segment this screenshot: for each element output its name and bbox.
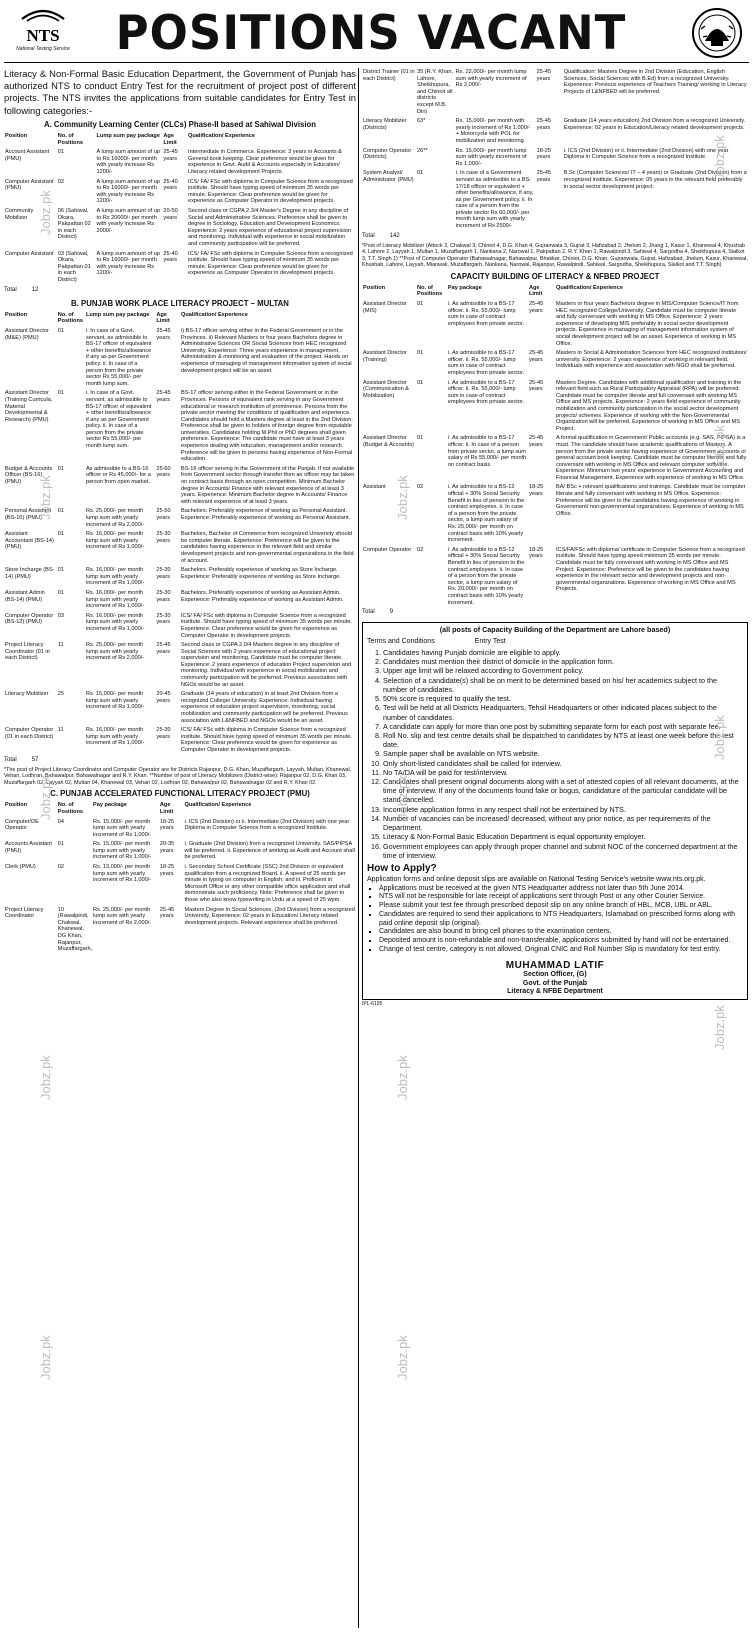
cell-qual: Graduate (14 years education) 2nd Division from a recognized University. Experience: 02 years in Education/Literacy related development projects. — [563, 118, 746, 131]
cell-pay: A lump sum amount of up to Rs 16000/- per month with yearly increase Rs 1200/- — [96, 149, 160, 176]
table-row — [4, 507, 356, 530]
section-a-table — [4, 132, 356, 285]
cell-position: Budget & Accounts Officer (BS-16) (PMU) — [5, 465, 53, 486]
table-row — [362, 379, 748, 435]
cell-pay: i. In case of a Government servant as admissible to a BS-17/18 officer or equivalent + other benefits/allowance, if any, as per Government policy. ii. In case of a person from the private sector Rs 60,000/- per month lump sum with yearly increment of Rs 2500/- — [455, 170, 534, 230]
cell-position: Project Literacy Coordinator — [5, 906, 44, 920]
cell-position: Project Literacy Coordinator (01 in each District) — [5, 642, 50, 662]
cell-no: 02 — [417, 484, 424, 491]
cell-qual: i) BS-17 officer serving either in the Federal Government or in the Provinces. ii) Relevant Masters or four years Bachelors degree in Administrative Sciences OR Social Sciences from HEC recognized University. Experience: Three years experience in management, Administration & monitoring and evaluation of the project. Hands on experience of managing of management information system of social development project will be an asset. — [180, 327, 352, 374]
cell-qual: BS-16 officer serving in the Government of the Punjab. If not available from Government sector through transfer then an officer may be taken on contract basis through an open competition. Minimum Bachelor degree in Accounts/ Finance with relevant experience of at least 3 years. Experience: Minimum Bachelor degree in Accounts/ Finance with relevant experience of at least 3 years. — [180, 465, 355, 505]
terms-list — [367, 648, 743, 860]
cell-qual: ICS/ FA/ FSc with diploma in Computer Science from a recognized institute. Should have typing speed of minimum 35 words per minute. Experience: Clear preference would be given for experience as Computer Operator in development projects. — [180, 612, 352, 639]
cell-age: 18-25 years — [528, 484, 544, 498]
logo-subtitle: National Testing Service — [16, 46, 70, 52]
watermark: Jobz.pk — [38, 775, 53, 820]
terms-box — [362, 622, 748, 1000]
cell-position: Computer/DE Operator — [5, 818, 39, 832]
list-item: 13. Incomplete application forms in any respect shall not be entertained by NTS. — [383, 805, 743, 814]
section-b-table — [4, 311, 356, 756]
table-row — [4, 178, 356, 207]
cell-qual: Bachelors. Preferably experience of working as Assistant Admin. Experience: Preferably experience of working as Assistant Admin. — [180, 589, 344, 603]
cell-pay: Rs. 16,000/- per month lump sum with yearly increment of Rs 1,000/- — [85, 727, 145, 747]
col-age: Age Limit — [159, 802, 174, 815]
cell-qual: Bachelors. Preferably experience of working as Store Incharge. Experience: Preferably experience of working as Store Incharge. — [180, 567, 341, 580]
district-posts-footnote: *Post of Literacy Mobilizer (Attock 3, Chakwal 3, Chiniot 4, D.G. Khan 4, Gujranwala 3, Gujrat 3, Hafizabad 2, Jhelum 2, Jhang 1, Kasur 1, Khanewal 4, Khushab 4, Lahore 2, Layyah 1, Multan 1, Muzaffargarh 1, Nankana 2, Narowal 1, Pakpattan 2, R.Y. Khan 1, Rawalpindi 3, Sahiwal 4, Sargodha 4, Sheikhupura 4, Sialkot 3, T.T. Singh 1) **Post of Computer Operator (Bahawalnagar, Bahawalpur, Bhakkar, Chiniot, D.G. Khan, Gujranwala, Gujrat, Hafizabad, Jhelum, Kasur, Khanewal, Khushab, Lahore, Layyah, Mianwali, Muzaffargarh, Nankana, Narowal, Rajanpur, Rawalpindi, Sahiwal, Sargodha, Sheikhupura, Sialkot and T.T. Singh) — [362, 242, 748, 269]
nts-logo-icon — [14, 5, 72, 47]
col-qual: Qualification/ Experience — [188, 133, 255, 140]
list-item: 9. Sample paper shall be available on NTS website. — [383, 749, 743, 758]
cell-position: Assistant Director (Budget & Accounts) — [363, 435, 414, 448]
nts-logo — [8, 5, 78, 59]
col-position: Position — [5, 133, 28, 140]
cell-qual: Graduate (14 years of education) in at least 2nd Division from a recognized College/ University. Experience: Individual having experience of education project supervision, monitoring, social mobilization and community participation will be preferred. Previous association with L&NFBED and NGOs would be an asset. — [180, 691, 348, 724]
col-pay: Pay package — [92, 802, 127, 809]
cell-no: 01 — [57, 508, 65, 515]
col-no: No. of Positions — [57, 311, 83, 325]
cell-pay: A lump sum amount of up to Rs 16000/- per month with yearly increase Rs 1200/- — [96, 250, 160, 277]
cell-no: 01 — [57, 531, 65, 538]
cell-no: 63* — [417, 118, 426, 125]
cell-age: 25-45 years — [536, 170, 551, 183]
cell-no: 26** — [417, 147, 428, 154]
table-row — [4, 530, 356, 566]
cell-no: 01 — [417, 379, 424, 386]
section-c-title: C. PUNJAB ACCELERATED FUNCTIONAL LITERACY PROJECT (PMU) — [50, 789, 310, 799]
col-position: Position — [5, 802, 28, 809]
cell-pay: Rs. 15,000/- per month lump sum with yearly increment of Rs 1,000/- — [92, 818, 152, 838]
col-position: Position — [5, 311, 28, 318]
cell-position: Computer Operator (01 in each District) — [5, 727, 54, 740]
cell-position: Personal Assistant (BS-16) (PMU) — [5, 508, 52, 522]
cell-qual: i. ICS (2nd Division) or ii. Intermediate (2nd Division) with one year Diploma in Computer Science from a recognized Institute. — [184, 818, 350, 832]
cell-position: System Analyst/ Administrator (PMU) — [363, 170, 414, 183]
cell-no: 01 — [57, 567, 65, 574]
cell-qual: BA/ BSc + relevant qualifications and trainings. Candidate must be computer literate and fully conversant with working in MS Office. Experience: Preference will be given to the candidates having experience of working in Government/ non-governmental organizations. Experience of working in MS Office. — [555, 484, 746, 517]
table-row — [362, 147, 748, 170]
list-item: 1. Candidates having Punjab domicile are eligible to apply. — [383, 648, 743, 657]
table-row — [362, 434, 748, 483]
table-row — [4, 327, 356, 389]
col-qual: Qualification/ Experience — [180, 311, 248, 318]
cell-qual: Bachelors, Bachelor of Commerce from recognized University should be computer literate. Experience: Preference will be given to the candidates having experience in the relevant field and similar development projects and non-governmental organizations in the field of account. — [180, 531, 354, 564]
list-item: 6. Test will be held at all Districts Headquarters, Tehsil Headquarters or other indicated places subject to the number of candidates. — [383, 703, 743, 721]
cell-no: 01 — [417, 350, 424, 357]
cell-qual: Bachelors. Preferably experience of working as Personal Assistant. Experience: Preferably experience of working as Personal Assistant. — [180, 508, 351, 522]
cell-age: 25-45 years — [528, 350, 544, 363]
cell-pay: Rs. 15,000/- per month lump sum with yearly increment of Rs 1,000/- — [92, 841, 152, 861]
list-item: ▪ Please submit your test fee through prescribed deposit slip on any online branch of HBL, MCB, UBL or ABL. — [379, 902, 743, 911]
cell-pay: A lump sum amount of up to Rs 20000/- per month with yearly increase Rs 2000/- — [96, 208, 160, 234]
cell-qual: ICS/FA/FSc with diploma/ certificate in Computer Science from a recognized institute. Should have typing speed minimum 35 words per minute. Candidate must be fully conversant with working in MS Office and MS Project. Experience: Preference will be given to the candidates having experience in the relevant sector and development projects and non-governmental organizations. Experience of working in MS Office and MS Projects. — [555, 546, 745, 593]
cell-qual: Masters in Social & Administration Sciences from HEC recognized institution/ university. Experience: 2 years experience of working in relevant field. Individuals with experience and association with NGO shall be preferred. — [555, 350, 747, 370]
ipl-reference: IPL-6195 — [362, 1001, 383, 1008]
cell-pay: Rs. 16,000/- per month lump sum with yearly increment of Rs 1,000/- — [85, 531, 145, 551]
cell-position: Account Assistant (PMU) — [5, 149, 50, 162]
cell-age: 20-45 years — [156, 691, 171, 704]
table-row — [4, 906, 356, 955]
signatory-dept: Govt. of the Punjab — [522, 979, 588, 987]
lahore-note: (all posts of Capacity Building of the Department are Lahore based) — [439, 625, 671, 635]
table-row — [362, 349, 748, 378]
how-to-apply-text: Application forms and online deposit slips are available on National Testing Service's website www.nts.org.pk. — [367, 875, 706, 883]
watermark: Jobz.pk — [712, 715, 727, 760]
cell-age: 25-45 years — [163, 149, 178, 162]
cell-age: 25-45 years — [156, 327, 171, 341]
cell-no: 01 — [417, 301, 424, 308]
list-item: ▪ Candidates are also bound to bring cell phones to the examination centers. — [379, 928, 743, 937]
section-b-footnote: *The post of Project Literacy Coordinator and Computer Operator are for Districts Rajanpur, D.G. Khan, Muzaffargarh, Layyah, Multan, Khanewal, Vehari, Lodhran, Bahawalpur, Bahawalnagar and R.Y. Khan. **Number of post of Literacy Mobilizers (District-wise): Rajanpur 02, D.G. Khan 03, Muzaffargarh 02, Layyah 02, Multan 04, Khanewal 03, Vehari 02, Lodhran 02, Bahawalpur 02, Bahawalnagar 02 and R.Y. Khan 02. — [4, 766, 352, 786]
list-item: 12. Candidates shall present original documents along with a set of attested copies of all relevant documents, at the time of interview. If any of the documents found fake or bogus, candidature of the particular candidate will be stand cancelled. — [383, 777, 743, 805]
section-b-total: Total 57 — [4, 756, 39, 763]
cell-qual: Masters Degree. Candidates with additional qualification and training in the relevant field such as Rural Participatory Appraisal (RPA) will be preferred. Candidate must be computer literate and full conversant with working MS Office and MS projects. Experience: 2 years field experience of community mobilization and community participation in the social sector development projects/ schemes. Experience of working with the Non-Governmental Organization will be preferred. Experience of working in MS Office and MS Project. — [555, 379, 742, 432]
cell-age: 25-50 years — [156, 508, 171, 522]
table-row — [4, 566, 356, 589]
cell-no: 11 — [57, 642, 64, 649]
cell-position: Community Mobilizer — [5, 208, 34, 221]
cell-age: 20-35 years — [159, 841, 175, 854]
cell-no: 01 — [57, 589, 65, 596]
cell-position: Store Incharge (BS-14) (PMU) — [5, 567, 55, 580]
cell-pay: Rs. 13,000/- per month lump sum with yearly increment of Rs 1,000/- — [92, 864, 152, 884]
cell-qual: i. Secondary School Certificate (SSC) 2nd Division or equivalent qualification from a recognized Board. ii. A speed of 25 words per minute in typing on computer in English; and iii. Proficient in Microsoft Office or any other compatible office application and shall demonstrate such proficiency. Note: Preference shall be given to those who also know typewriting in Urdu at a speed of 25 wpm. — [184, 864, 351, 904]
cell-position: Assistant Admin (BS-14) (PMU) — [5, 589, 45, 603]
signatory-title: Section Officer, (G) — [523, 971, 587, 979]
cell-pay: Rs. 16,000/- per month lump sum with yearly increment of Rs 1,000/- — [85, 612, 145, 632]
col-age: Age Limit — [163, 133, 177, 146]
header — [4, 3, 749, 63]
cell-no: 25 — [57, 691, 65, 698]
terms-heading: Terms and Conditions Entry Test — [367, 637, 506, 645]
col-position: Position — [363, 284, 386, 291]
col-no: No. of Positions — [57, 802, 83, 815]
list-item: 8. Roll No. slip and test centre details shall be dispatched to candidates by NTS at least one week before the test date. — [383, 731, 743, 749]
cell-no: 01 — [57, 327, 65, 334]
district-posts-total: Total 142 — [362, 232, 400, 239]
cell-position: Assistant Director (Communication & Mobilization) — [363, 379, 410, 399]
list-item: ▪ NTS will not be responsible for late receipt of applications sent through Post or any other Courier Service. — [379, 893, 743, 902]
list-item: 15. Literacy & Non-Formal Basic Education Department is equal opportunity employer. — [383, 832, 743, 841]
cell-qual: ICS/ FA/ FSc with diploma in Computer Science from a recognized institute. Should have typing speed of minimum 35 words per minute. Experience: Clear preference would be given for experience as Computer Operator in development projects. — [180, 727, 352, 754]
cell-pay: A lump sum amount of up to Rs 16000/- per month with yearly increase Rs 1200/- — [96, 178, 160, 205]
cell-position: District Trainer (01 in each District) — [363, 69, 415, 82]
cell-qual: i. ICS (2nd Division) or ii. Intermediate (2nd Division) with one year Diploma in Computer Science from a recognized Institute. — [563, 147, 729, 161]
list-item: ▪ Candidates are required to send their applications to NTS Headquarters, Islamabad on prescribed forms along with paid online deposit slip (original). — [379, 911, 743, 929]
cell-no: 06 (Sahiwal, Okara, Pakpattan 02 in each District) — [57, 208, 91, 241]
cell-age: 25-40 years — [163, 178, 178, 192]
table-row — [4, 207, 356, 250]
list-item: ▪ Applications must be received at the given NTS Headquarter address not later than 5th June 2014. — [379, 885, 743, 894]
table-row — [362, 483, 748, 545]
cell-qual: ICS/ FA/ FSc with diploma in Computer Science from a recognized institute. Should have typing speed of minimum 35 words per minute. Experience: Clear preference would be given for experience as Computer Operator in development projects. — [188, 250, 353, 277]
cell-position: Accounts Assistant (PMU) — [5, 841, 52, 854]
cell-age: 25-30 years — [156, 612, 171, 626]
list-item: 4. Selection of a candidate(s) shall be on merit to be determined based on his/ her academics subject to the number of candidates. — [383, 676, 743, 694]
cell-no: 04 — [57, 818, 65, 825]
watermark: Jobz.pk — [395, 1055, 410, 1100]
signature-block — [367, 960, 743, 997]
cell-age: 18-25 years — [528, 546, 544, 560]
table-row — [4, 250, 356, 286]
cell-age: 25-60 years — [156, 465, 171, 479]
col-age: Age Limit — [528, 284, 543, 298]
cell-age: 25-45 years — [156, 642, 171, 655]
table-row — [4, 818, 356, 841]
table-row — [4, 589, 356, 612]
table-row — [362, 300, 748, 349]
cell-no: 03 — [57, 612, 65, 619]
cell-position: Computer Assistant (PMU) — [5, 178, 54, 192]
cell-no: 01 — [57, 465, 65, 472]
cell-position: Literacy Mobilizer — [5, 691, 49, 698]
watermark: Jobz.pk — [712, 135, 727, 180]
cell-qual: ICS/ FA/ FSc with diploma in Computer Science from a recognized institute. Should have typing speed of minimum 35 words per minute. Experience: Clear preference would be given for experience as Computer Operator in development projects. — [188, 178, 353, 205]
cell-position: Clerk (PMU) — [5, 864, 36, 871]
punjab-emblem-icon — [691, 7, 743, 59]
cell-position: Assistant Director (Training Curricula, Material Developmental & Research) (PMU) — [5, 390, 53, 423]
cell-qual: i. Graduate (2nd Division) from a recognized University. SAS/PIPSA will be preferred. ii. Experience of working as Audit and Account shall be preferred. — [184, 841, 355, 861]
section-a-title: A. Community Learning Center (CLCs) Phase-II based at Sahiwal Division — [43, 119, 317, 129]
cell-age: 25-45 years — [536, 118, 551, 131]
cell-pay: Rs. 15,000/- per month lump sum with yearly increment of Rs 1,000/- — [85, 691, 145, 711]
cell-qual: Second class or CGPA 2.0/4 Masters degree in any discipline of Social Sciences with 2 years experience of educational project supervision and monitoring. Candidate must be computer literate. Experience: 2 years experience of education Project supervision and monitoring. Individual with experience in social mobilization and community participation will be preferred. Previous association with NGOs would be an asset. — [180, 642, 352, 688]
page-title: POSITIONS VACANT — [115, 4, 627, 61]
cell-age: 25-45 years — [528, 379, 544, 393]
cell-qual: BS-17 officer serving either in the Federal Government or in the Provinces. Persons of equivalent rank serving in any Government educational or research institution of prominence. Persons from the private sector meeting the conditions of qualification and experience. Candidates should hold a Masters degree at least in the 2nd Division. Preference shall be given to holders of foreign degree from reputable universities. Candidates holding M.Phil or PhD degrees shall given preference. Experience: The candidate must have at least 3 years experience dealing with education, management and/or research. Preference will be given to persons having experience of Non-Formal education. — [180, 390, 353, 463]
cell-no: 02 — [417, 546, 424, 553]
cell-no: 03 (Sahiwal, Okara, Pakpattan 01 in each District) — [57, 250, 91, 283]
cell-position: Assistant Accountant (BS-14) (PMU) — [5, 531, 54, 551]
cell-age: 25-45 years — [528, 301, 544, 314]
intro-text: Literacy & Non-Formal Basic Education Department, the Government of Punjab has authorized NTS to conduct Entry Test for the recruitment of project post of different projects. The NTS invites the applications from suitable candidates for Entry Test in following categories:- — [4, 68, 356, 116]
list-item: 16. Government employees can apply through proper channel and submit NOC of the concerned department at the time of interview. — [383, 842, 743, 860]
cell-position: Assistant Director (MIS) — [363, 301, 407, 314]
cell-pay: i. As admissible to a BS-17 officer. ii. Rs. 55,000/- lump sum in case of contract employees from private sector. — [447, 350, 525, 376]
cell-age: 20-50 years — [163, 208, 178, 221]
list-item: 10. Only short-listed candidates shall be called for interview. — [383, 759, 743, 768]
cell-no: 01 — [57, 149, 65, 156]
col-lump: Lump sum pay package — [85, 311, 150, 318]
table-row — [4, 726, 356, 755]
list-item: 2. Candidates must mention their district of domicile in the application form. — [383, 657, 743, 666]
cell-age: 18-25 years — [536, 147, 551, 161]
cell-pay: Rs. 15,000/- per month lump sum with yearly increment of Rs 1,000/- — [455, 147, 527, 167]
table-row — [4, 389, 356, 465]
col-no: No. of Positions — [417, 284, 443, 298]
watermark: Jobz.pk — [38, 1335, 53, 1380]
cell-pay: Rs. 22,000/- per month lump sum with yearly increment of Rs 2,000/- — [455, 69, 527, 89]
cell-qual: Masters Degree in Social Sciences, (2nd Division) from a recognized University. Experience: 02 years in Education/ Literacy related development projects. Relevant experience shall be preferred. — [184, 906, 355, 926]
cell-pay: Rs. 16,000/- per month lump sum with yearly increment of Rs 1,000/- — [85, 589, 145, 610]
cell-age: 25-30 years — [156, 727, 171, 740]
cell-qual: A formal qualification in Government/ Public accounts (e.g. SAS, PIPSA) is a must. The candidate should have academic qualifications of Masters. A person from the private sector having experience of Government accounts or general account book keeping. Candidate must be computer literate and fully conversant with working in MS Office and relevant computer software. Experience: Minimum two years' experience in Government Accounting and Financial Management. Experience with experience of working in MS Office. — [555, 435, 747, 481]
cell-no: 02 — [57, 178, 65, 185]
cell-no: 02 — [57, 864, 65, 871]
section-d-total: Total 9 — [362, 609, 394, 616]
cell-age: 25-45 years — [536, 69, 551, 82]
table-row — [362, 117, 748, 146]
cell-pay: i. In case of a Govt. servant, as admissible to BS-17 officer of equivalent + other benefits/allowance if any as per Government policy. ii. In case of a person from the private sector Rs 55,000/- per month lump sum. — [85, 390, 152, 450]
table-row — [4, 148, 356, 177]
logo-text: NTS — [26, 26, 60, 45]
cell-no: 01 — [417, 170, 424, 177]
cell-pay: i. In case of a Govt. servant, as admissible to BS-17 officer of equivalent + other benefits/allowance if any as per Government policy. ii. In case of a person from the private sector Rs 55,000/- per month lump sum. — [85, 327, 152, 387]
cell-age: 25-45 years — [156, 390, 171, 403]
watermark: Jobz.pk — [395, 1335, 410, 1380]
cell-pay: i. As admissible to a BS-17 officer. ii. Rs. 55,000/- lump sum in case of contract employees from private sector. — [447, 301, 525, 327]
cell-age: 25-45 years — [528, 435, 544, 448]
cell-position: Assistant Director (Training) — [363, 350, 407, 363]
cell-pay: i. As admissible to a BS-17 officer. ii. Rs. 55,000/- lump sum in case of contract employees from private sector. — [447, 379, 525, 406]
section-b-title: B. PUNJAB WORK PLACE LITERACY PROJECT – MULTAN — [71, 298, 289, 308]
watermark: Jobz.pk — [712, 1005, 727, 1050]
cell-qual: Second class or CGPA 2.3/4 Master's Degree in any discipline of Social and Administrative Sciences. Preference shall be given to degree in Sociology, Education and Development Economics. Experience: 2 years experience of educational project supervision and monitoring. Individual with experience in social mobilization and community participation will be preferred. — [188, 208, 351, 247]
cell-pay: Rs. 16,000/- per month lump sum with yearly increment of Rs 1,000/- — [85, 567, 145, 587]
table-row — [4, 641, 356, 690]
cell-age: 18-25 years — [159, 818, 175, 832]
signatory-name: MUHAMMAD LATIF — [505, 959, 605, 971]
cell-position: Computer Operator (Districts) — [363, 147, 412, 161]
list-item: 3. Upper age limit will be relaxed according to Government policy. — [383, 666, 743, 675]
cell-no: 01 — [417, 435, 424, 442]
cell-pay: Rs. 15,000/- per month with yearly increment of Rs 1,000/- + Motorcycle with POL for mobilization and monitoring — [455, 118, 531, 144]
list-item: 14. Number of vacancies can be increased/ decreased, without any prior notice, as per requirements of the Department. — [383, 814, 743, 832]
list-item: 11. No TA/DA will be paid for test/interview. — [383, 768, 743, 777]
cell-qual: B.Sc (Computer Sciences/ IT – 4 years) or Graduate (2nd Division) from a recognized institute. Experience: 05 years in the relevant field preferably in social sector development project. — [563, 170, 747, 190]
cell-pay: Rs. 25,000/- per month lump sum with yearly increment of Rs 2,000/- — [85, 508, 145, 528]
table-row — [4, 612, 356, 641]
table-row — [4, 863, 356, 906]
cell-age: 25-30 years — [156, 589, 171, 603]
apply-list — [367, 885, 743, 955]
watermark: Jobz.pk — [38, 1055, 53, 1100]
list-item: 5. 50% score is required to qualify the test. — [383, 694, 743, 703]
how-to-apply-title: How to Apply? — [367, 863, 437, 875]
cell-qual: Qualification: Masters Degree in 2nd Division (Education, English Sciences, Social Sciences with B.Ed) from a recognized University. Experience: Previous experience of Teachers Training/ working in Literacy Projects of L&NFBED will be preferred. — [563, 69, 747, 95]
cell-pay: i. As admissible to a BS-12 official + 30% Social Security Benefit in lieu of pension to the contract employees. ii. In case of a person from the private sector, a lump sum salary of Rs. 25,000/- per month on contract basis with 10% yearly increment. — [447, 484, 525, 544]
cell-pay: Rs. 25,000/- per month lump sum with yearly increment of Rs 2,000/- — [85, 642, 145, 662]
cell-qual: Intermediate in Commerce. Experience: 3 years in Accounts & General book keeping. Clear preference would be given for experience in Govt. Audit & Accounts especially in Education/ Literacy related development Projects. — [188, 149, 342, 176]
cell-no: 01 — [57, 390, 65, 397]
table-row — [4, 465, 356, 508]
col-qual: Qualification/ Experience — [555, 284, 623, 291]
watermark: Jobz.pk — [38, 190, 53, 235]
cell-pay: Rs. 25,000/- per month lump sum with yearly increment of Rs 2,000/- — [92, 906, 152, 926]
table-row — [362, 546, 748, 608]
left-column — [4, 68, 356, 955]
table-row — [4, 690, 356, 726]
watermark: Jobz.pk — [395, 775, 410, 820]
cell-qual: Masters or four years Bachelors degree in MIS/Computer Science/IT from HEC recognized College/University. Candidate must be computer literate and fully conversant with working in MS Office. Experience: 2 years experience of developing MIS preferably in social sector development projects. Experience in managing of management information system of social development project will be an asset. Experience of working in MS Office. — [555, 301, 739, 347]
section-a-total: Total 12 — [4, 286, 39, 293]
cell-position: Computer Assistant — [5, 250, 54, 257]
cell-age: 18-25 years — [159, 864, 175, 877]
list-item: ▪ Deposited amount is non-refundable and non-transferable, applications submitted by hand will not be entertained. — [379, 937, 743, 946]
cell-pay: i. As admissible to a BS-12 official + 30% Social Security Benefit in lieu of pension to the contract employees. ii. In case of a person from the private sector, a lump sum salary of Rs. 20,000/- per month on contract basis with 10% yearly increment. — [447, 546, 525, 606]
section-d-title: CAPACITY BUILDING OF LITERACY & NFBED PROJECT — [450, 271, 660, 281]
col-age: Age Limit — [156, 311, 170, 325]
list-item: 7. A candidate can apply for more than one post by submitting separate form for each post with separate fee. — [383, 722, 743, 731]
cell-position: Assistant — [363, 484, 386, 491]
cell-pay: As admissible to a BS-16 officer or Rs 45,000/- for a person from open market. — [85, 465, 151, 486]
cell-age: 25-30 years — [156, 567, 171, 580]
cell-pay: i. As admissible to a BS-17 officer. ii. In case of a person from private sector, a lump sum salary of Rs 55,000/- per month on contract basis. — [447, 435, 527, 468]
col-qual: Qualification/ Experience — [184, 802, 252, 809]
cell-position: Literacy Mobilizer (Districts) — [363, 118, 407, 131]
watermark: Jobz.pk — [38, 475, 53, 520]
cell-no: 35 (R.Y. Khan, Lahore, Sheikhupura, and Chiniot all districts except M.B. Din) — [417, 69, 453, 115]
district-posts-table — [362, 68, 748, 232]
cell-position: Computer Operator — [363, 546, 412, 553]
table-row — [4, 840, 356, 863]
section-c-table — [4, 801, 356, 954]
list-item: ▪ Change of test centre, category is not allowed, Original CNIC and Roll Number Slip is mandatory for test entry. — [379, 946, 743, 955]
section-d-table — [362, 284, 748, 608]
col-no: No. of Positions — [57, 133, 83, 146]
cell-position: Computer Operator (BS-12) (PMU) — [5, 612, 54, 626]
cell-age: 25-30 years — [156, 531, 171, 544]
table-row — [362, 68, 748, 117]
column-divider — [358, 68, 359, 1628]
table-row — [362, 169, 748, 231]
col-lump: Lump sum pay package — [96, 133, 160, 140]
cell-age: 25-40 years — [163, 250, 178, 264]
cell-no: 01 — [57, 841, 65, 848]
signatory-dept2: Literacy & NFBE Department — [507, 987, 603, 995]
watermark: Jobz.pk — [395, 475, 410, 520]
cell-no: 11 — [57, 727, 64, 734]
cell-position: Assistant Director (M&E) (PMU) — [5, 327, 49, 341]
cell-age: 25-45 years — [159, 906, 175, 920]
watermark: Jobz.pk — [712, 425, 727, 470]
right-column — [362, 68, 748, 1008]
col-pay: Pay package — [447, 284, 482, 291]
cell-no: 10 (Rawalpindi, Chakwal, Khanewal, DG Khan, Rajanpur, Muzaffargarh, — [57, 906, 92, 953]
